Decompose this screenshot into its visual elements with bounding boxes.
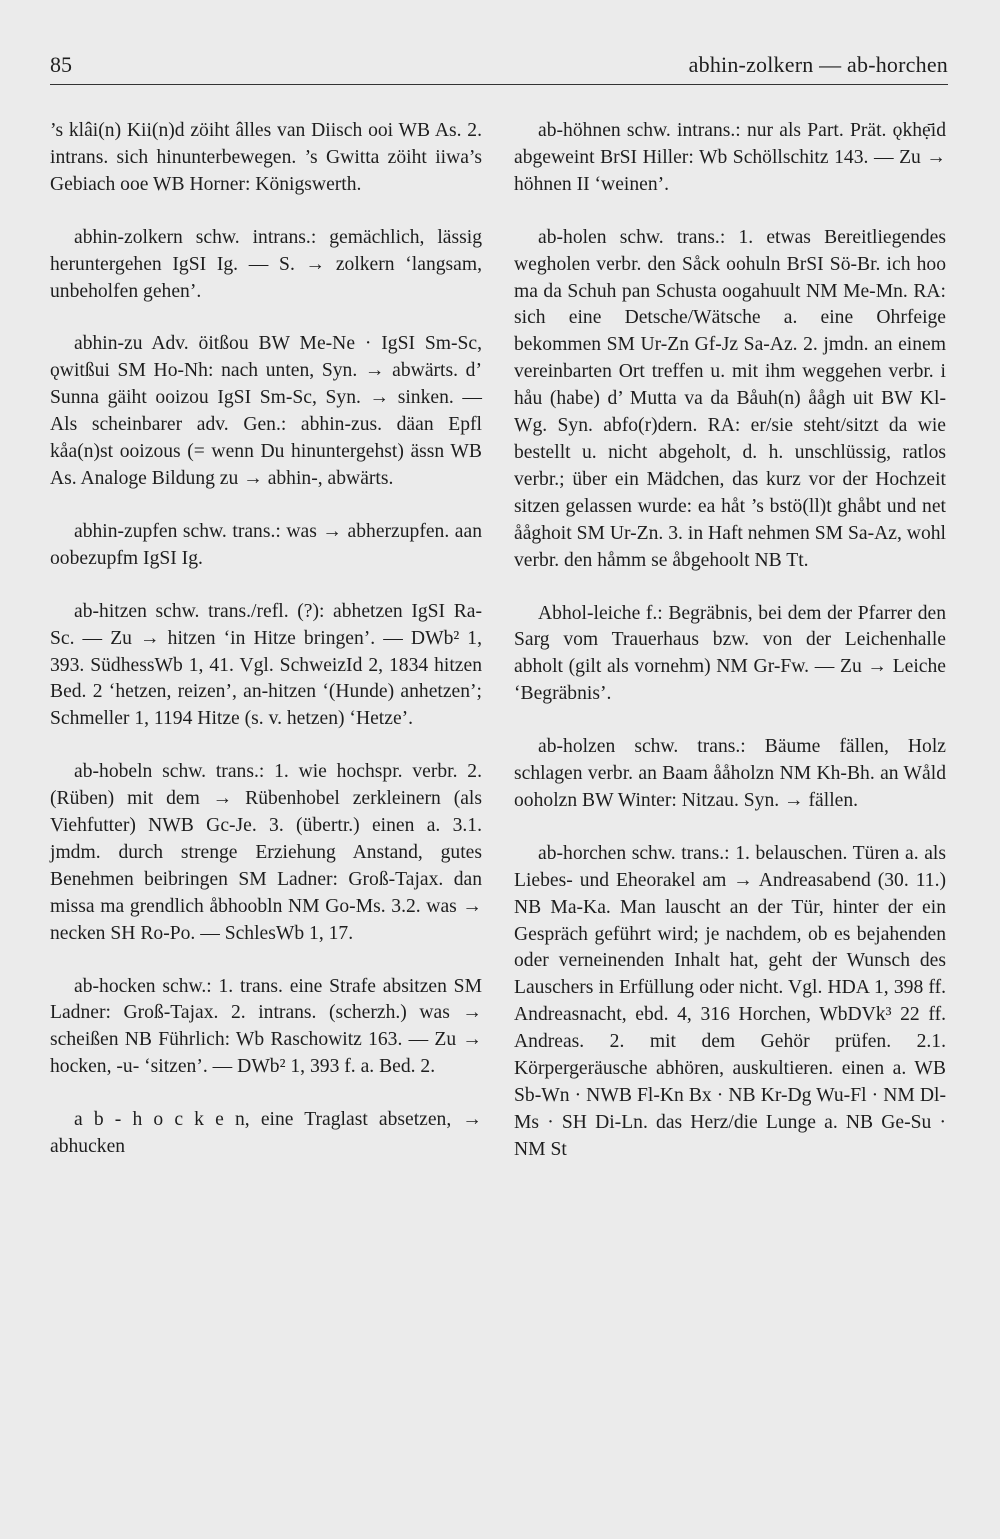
entry-headword: ab-holen (538, 226, 607, 248)
entry-headword: abhin-zolkern (74, 226, 183, 248)
page-number: 85 (50, 52, 72, 77)
entry-text: schw.: 1. trans. eine Strafe absitzen SM Ladner: Groß-Tajax. 2. intrans. (scherzh.) was → scheißen NB Führlich: Wb Raschowitz 163. — Zu → hocken, -u- ‘sitzen’. — DWb² 1, 393 f. a. Bed. 2. (50, 975, 482, 1078)
entry-headword: Abhol-leiche (538, 602, 641, 624)
dictionary-entry (50, 759, 482, 947)
header-rule (50, 84, 948, 85)
dictionary-entry (50, 519, 482, 573)
entry-text: schw. trans.: 1. wie hochspr. verbr. 2. (Rüben) mit dem → Rübenhobel zerkleinern (als Viehfutter) NWB Gc-Je. 3. (übertr.) einen a. 3.1. jmdm. durch strenge Erziehung Anstand, gutes Benehmen beibringen SM Ladner: Groß-Tajax. dan missa ma grendlich åbhoobln NM Go-Ms. 3.2. was → necken SH Ro-Po. — SchlesWb 1, 17. (50, 761, 482, 944)
entry-headword: abhin-zu (74, 333, 143, 355)
entry-headword: ab-hobeln (74, 761, 153, 783)
dictionary-entry (50, 118, 482, 199)
dictionary-entry (50, 974, 482, 1082)
entry-headword: ab-höhnen (538, 120, 621, 141)
dictionary-entry (50, 599, 482, 734)
entry-text: , eine Traglast absetzen, → abhucken (50, 1109, 482, 1158)
right-column (514, 118, 946, 1190)
entry-text: schw. trans.: Bäume fällen, Holz schlagen verbr. an Baam ååholzn NM Kh-Bh. an Wåld ooholzn BW Winter: Nitzau. Syn. → fällen. (514, 736, 946, 811)
entry-headword: abhin-zupfen (74, 520, 178, 542)
dictionary-entry (514, 601, 946, 709)
left-column (50, 118, 482, 1187)
entry-headword: ab-horchen (538, 842, 627, 864)
entry-text: schw. intrans.: gemächlich, lässig heruntergehen IgSI Ig. — S. → zolkern ‘langsam, unbeholfen gehen’. (50, 226, 482, 302)
running-title: abhin-zolkern — ab-horchen (688, 52, 948, 77)
entry-headword: ab-hocken (74, 975, 156, 997)
entry-headword: ab-hitzen (74, 600, 147, 622)
dictionary-entry (514, 841, 946, 1164)
entry-text: schw. intrans.: nur als Part. Prät. ǫkhẹ̄id abgeweint BrSI Hiller: Wb Schöllschitz 143. — Zu → höhnen II ‘weinen’. (514, 120, 946, 195)
dictionary-entry (514, 734, 946, 815)
dictionary-entry (50, 1107, 482, 1161)
entry-text: f.: Begräbnis, bei dem der Pfarrer den Sarg vom Trauerhaus bzw. von der Leichenhalle abholt (gilt als vornehm) NM Gr-Fw. — Zu → Leiche ‘Begräbnis’. (514, 602, 946, 705)
running-header (50, 52, 948, 86)
dictionary-entry (50, 331, 482, 492)
entry-headword: a b - h o c k e n (74, 1109, 245, 1131)
dictionary-entry (514, 118, 946, 199)
dictionary-entry (50, 225, 482, 306)
entry-headword: ab-holzen (538, 736, 616, 758)
entry-text: schw. trans.: 1. etwas Bereitliegendes wegholen verbr. den Såck oohuln BrSI Sö-Br. ich hoo ma da Schuh pan Schusta oogahuult NM Me-Mn. RA: sich eine Detsche/Wätsche a. eine Ohrfeige bekommen SM Ur-Zn Gf-Jz Sa-Az. 2. jmdn. an einem vereinbarten Ort treffen u. mit ihm weggehen verbr. i håu (habe) d’ Mutta va da Båuh(n) åågh uit BW Kl-Wg. Syn. abfo(r)dern. RA: er/sie steht/sitzt da wie bestellt u. nicht abgeholt, d. h. unschlüssig, ratlos verbr.; über ein Mädchen, das kurz vor der Hochzeit sitzen gelassen wurde: ea håt ’s bstö(ll)t ghåbt und net ååghoit SM Ur-Zn. 3. in Haft nehmen SM Sa-Az, wohl verbr. den håmm se åbgehoolt NB Tt. (514, 226, 946, 571)
entry-text: Adv. öitßou BW Me-Ne · IgSI Sm-Sc, ǫwitßui SM Ho-Nh: nach unten, Syn. → abwärts. d’ Sunna gäiht ooizou IgSI Sm-Sc, Syn. → sinken. — Als scheinbarer adv. Gen.: abhin-zus. däan Epfl kåa(n)st ooizous (= wenn Du hinuntergehst) ässn WB As. Analoge Bildung zu → abhin-, abwärts. (50, 333, 482, 489)
dictionary-entry (514, 225, 946, 575)
entry-text: schw. trans./refl. (?): abhetzen IgSI Ra-Sc. — Zu → hitzen ‘in Hitze bringen’. — DWb² 1, 393. SüdhessWb 1, 41. Vgl. SchweizId 2, 1834 hitzen Bed. 2 ‘hetzen, reizen’, an-hitzen ‘(Hunde) anhetzen’; Schmeller 1, 1194 Hitze (s. v. hetzen) ‘Hetze’. (50, 600, 482, 730)
entry-text: schw. trans.: 1. belauschen. Türen a. als Liebes- und Eheorakel am → Andreasabend (30. 11.) NB Ma-Ka. Man lauscht an der Tür, hinter der ein Gespräch geführt wird; je nachdem, ob es bejahenden oder verneinenden Inhalt hat, geht der Wunsch des Lauschers in Erfüllung oder nicht. Vgl. HDA 1, 398 ff. Andreasnacht, ebd. 4, 316 Horchen, WbDVk³ 22 ff. Andreas. 2. mit dem Gehör prüfen. 2.1. Körpergeräusche abhören, auskultieren. einen a. WB Sb-Wn · NWB Fl-Kn Bx · NB Kr-Dg Wu-Fl · NM Dl-Ms · SH Di-Ln. das Herz/die Lunge a. NB Ge-Su · NM St (514, 842, 946, 1160)
entry-text: ’s klâi(n) Kii(n)d zöiht âlles van Diisch ooi WB As. 2. intrans. sich hinunterbewegen. ’s Gwitta zöiht iiwa’s Gebiach ooe WB Horner: Königswerth. (50, 120, 482, 195)
entry-text: schw. trans.: was → abherzupfen. aan oobezupfm IgSI Ig. (50, 520, 482, 569)
